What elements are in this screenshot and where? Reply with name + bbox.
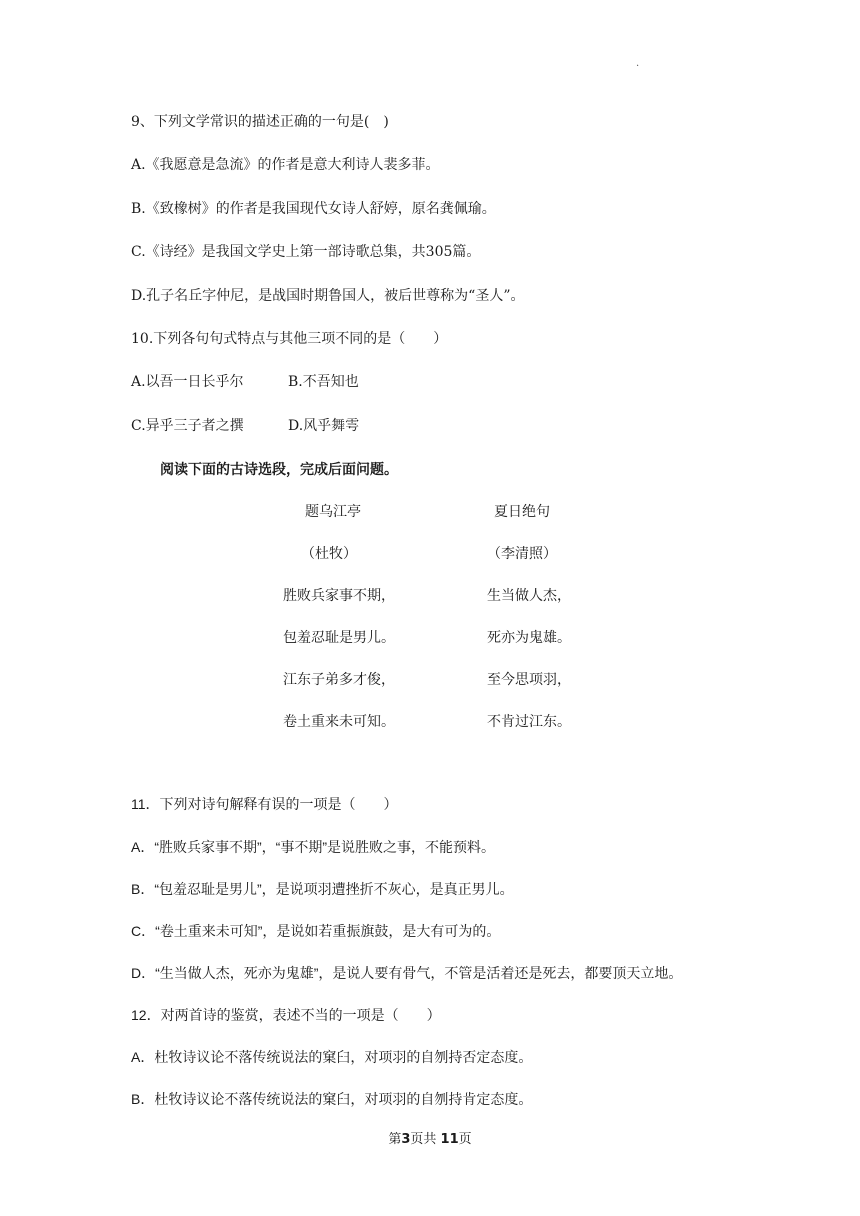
q9-option-b: B.《致橡树》的作者是我国现代女诗人舒婷，原名龚佩瑜。 bbox=[131, 201, 496, 217]
footer-total-pages: 11 bbox=[440, 1132, 459, 1147]
q9-stem: 9、下列文学常识的描述正确的一句是( ) bbox=[131, 114, 389, 130]
poem-1-author: （杜牧） bbox=[301, 545, 357, 561]
q9-option-a: A.《我愿意是急流》的作者是意大利诗人裴多菲。 bbox=[131, 157, 440, 173]
poem-1-line-2: 包羞忍耻是男儿。 bbox=[283, 629, 395, 645]
poem-2-line-2: 死亦为鬼雄。 bbox=[487, 629, 571, 645]
footer-prefix: 第 bbox=[388, 1132, 402, 1147]
page-footer bbox=[0, 1128, 860, 1147]
q11-option-c: C．“卷土重来未可知”，是说如若重振旗鼓，是大有可为的。 bbox=[131, 923, 501, 939]
poem-2-line-4: 不肯过江东。 bbox=[487, 713, 571, 729]
header-mark: . bbox=[636, 58, 640, 69]
poem-1-line-1: 胜败兵家事不期， bbox=[283, 587, 395, 603]
q9-option-d: D.孔子名丘字仲尼，是战国时期鲁国人，被后世尊称为“圣人”。 bbox=[131, 288, 525, 304]
q12-stem: 12．对两首诗的鉴赏，表述不当的一项是（ ） bbox=[131, 1007, 441, 1023]
poem-1-title: 题乌江亭 bbox=[305, 503, 361, 519]
q11-stem: 11．下列对诗句解释有误的一项是（ ） bbox=[131, 796, 398, 812]
q10-option-d: D.风乎舞雩 bbox=[288, 418, 360, 434]
q11-option-a: A．“胜败兵家事不期”，“事不期”是说胜败之事，不能预料。 bbox=[131, 839, 495, 855]
q12-option-b: B．杜牧诗议论不落传统说法的窠臼，对项羽的自刎持肯定态度。 bbox=[131, 1091, 533, 1107]
reading-instruction: 阅读下面的古诗选段，完成后面问题。 bbox=[160, 461, 398, 477]
q10-option-c: C.异乎三子者之撰 bbox=[131, 418, 244, 434]
poem-1-line-3: 江东子弟多才俊， bbox=[283, 671, 395, 687]
poem-2-line-1: 生当做人杰， bbox=[487, 587, 571, 603]
q10-stem: 10.下列各句句式特点与其他三项不同的是（ ） bbox=[131, 331, 448, 347]
q11-option-b: B．“包羞忍耻是男儿”，是说项羽遭挫折不灰心，是真正男儿。 bbox=[131, 881, 514, 897]
poem-2-line-3: 至今思项羽， bbox=[487, 671, 571, 687]
footer-middle: 页共 bbox=[410, 1132, 437, 1147]
poem-2-author: （李清照） bbox=[487, 545, 557, 561]
poem-1-line-4: 卷土重来未可知。 bbox=[283, 713, 395, 729]
q12-option-a: A．杜牧诗议论不落传统说法的窠臼，对项羽的自刎持否定态度。 bbox=[131, 1049, 533, 1065]
q10-option-b: B.不吾知也 bbox=[288, 374, 359, 390]
q9-option-c: C.《诗经》是我国文学史上第一部诗歌总集，共305篇。 bbox=[131, 244, 481, 260]
footer-page-number: 3 bbox=[401, 1132, 411, 1147]
q11-option-d: D．“生当做人杰，死亦为鬼雄”，是说人要有骨气，不管是活着还是死去，都要顶天立地。 bbox=[131, 965, 683, 981]
poem-2-title: 夏日绝句 bbox=[494, 503, 550, 519]
footer-suffix: 页 bbox=[458, 1132, 472, 1147]
q10-option-a: A.以吾一日长乎尔 bbox=[131, 374, 244, 390]
